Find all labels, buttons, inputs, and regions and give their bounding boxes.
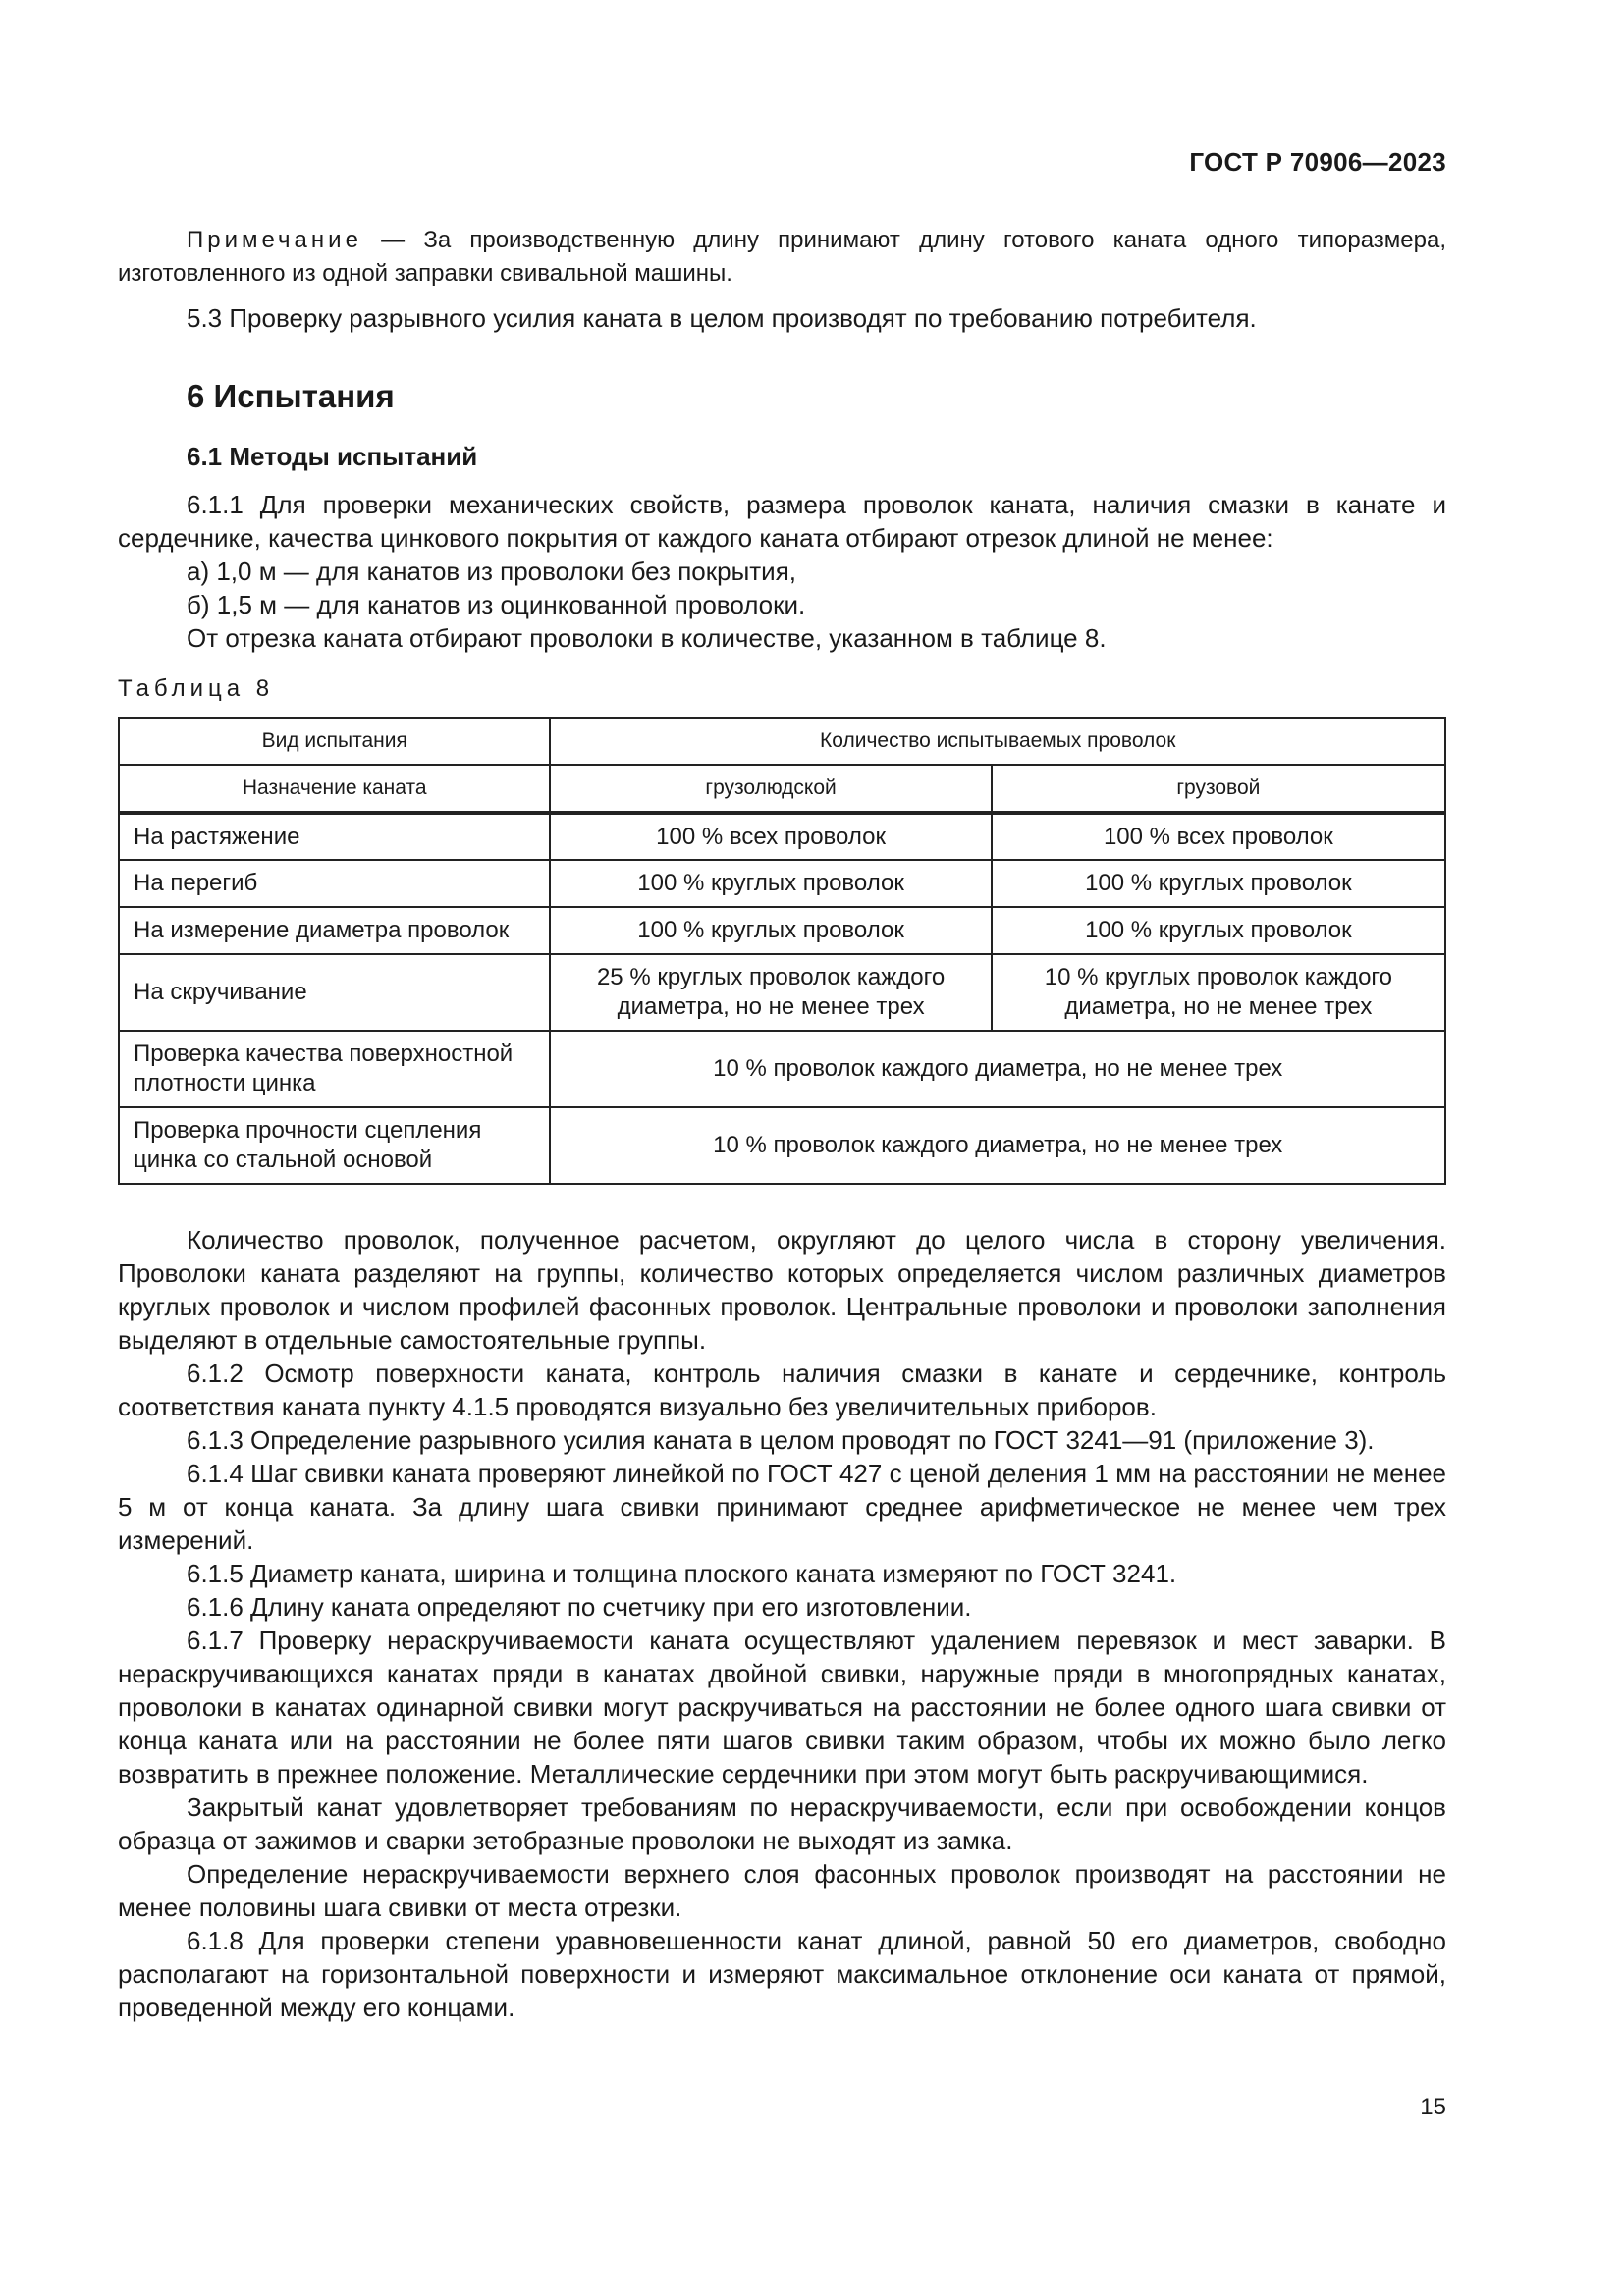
cell-value-merged: 10 % проволок каждого диаметра, но не менее трех [550, 1031, 1445, 1107]
cell-value: 100 % всех проволок [550, 813, 991, 860]
paragraph-6-1-1-outro: От отрезка каната отбирают проволоки в количестве, указанном в таблице 8. [187, 623, 1107, 653]
paragraph-6-1-1 [118, 488, 1446, 655]
table-row [119, 907, 1445, 954]
cell-test: Проверка качества поверхностной плотности цинка [119, 1031, 550, 1107]
table-row [119, 954, 1445, 1031]
table-8 [118, 717, 1446, 1185]
note [118, 224, 1446, 291]
cell-value: 100 % круглых проволок [992, 860, 1445, 907]
table-subheader-row [119, 765, 1445, 813]
cell-test: На скручивание [119, 954, 550, 1031]
header-cargo: грузовой [992, 765, 1445, 813]
paragraph-6-1-5: 6.1.5 Диаметр каната, ширина и толщина плоского каната измеряют по ГОСТ 3241. [187, 1559, 1177, 1588]
paragraph-6-1-8: 6.1.8 Для проверки степени уравновешенности канат длиной, равной 50 его диаметров, свободно располагают на горизонтальной поверхности и измеряют максимальное отклонение оси каната от прямой, проведенной между его концами. [118, 1926, 1446, 2022]
page-number: 15 [1420, 2094, 1446, 2120]
header-rope-purpose: Назначение каната [119, 765, 550, 813]
cell-value: 10 % круглых проволок каждого диаметра, но не менее трех [992, 954, 1445, 1031]
header-test-type: Вид испытания [119, 718, 550, 765]
paragraph-6-1-1-intro: 6.1.1 Для проверки механических свойств, размера проволок каната, наличия смазки в канате и сердечнике, качества цинкового покрытия от каждого каната отбирают отрезок длиной не менее: [118, 490, 1446, 553]
cell-value: 25 % круглых проволок каждого диаметра, но не менее трех [550, 954, 991, 1031]
table-row [119, 1107, 1445, 1184]
paragraph-6-1-3: 6.1.3 Определение разрывного усилия каната в целом проводят по ГОСТ 3241—91 (приложение 3). [187, 1425, 1375, 1455]
cell-value: 100 % всех проволок [992, 813, 1445, 860]
table-header-row [119, 718, 1445, 765]
paragraph-after-table: Количество проволок, полученное расчетом, округляют до целого числа в сторону увеличения. Проволоки каната разделяют на группы, количество которых определяется числом различных диаметров круглых проволок и числом профилей фасонных проволок. Центральные проволоки и проволоки заполнения выделяют в отдельные самостоятельные группы. [118, 1225, 1446, 1355]
cell-value-merged: 10 % проволок каждого диаметра, но не менее трех [550, 1107, 1445, 1184]
cell-value: 100 % круглых проволок [550, 907, 991, 954]
standard-code: ГОСТ Р 70906—2023 [1189, 147, 1446, 177]
subsection-title: 6.1 Методы испытаний [187, 442, 478, 471]
body-text [118, 1223, 1446, 2024]
list-item-a: а) 1,0 м — для канатов из проволоки без покрытия, [187, 557, 796, 586]
table-caption: Таблица 8 [118, 675, 275, 702]
section-title: 6 Испытания [187, 378, 395, 414]
header-wire-count: Количество испытываемых проволок [550, 718, 1445, 765]
note-label: Примечание [187, 227, 362, 253]
paragraph-shaped-wires: Определение нераскручиваемости верхнего слоя фасонных проволок производят на расстоянии не менее половины шага свивки от места отрезки. [118, 1859, 1446, 1922]
paragraph-6-1-2: 6.1.2 Осмотр поверхности каната, контроль наличия смазки в канате и сердечнике, контроль соответствия каната пункту 4.1.5 проводятся визуально без увеличительных приборов. [118, 1359, 1446, 1421]
list-item-b: б) 1,5 м — для канатов из оцинкованной проволоки. [187, 590, 806, 619]
cell-test: На перегиб [119, 860, 550, 907]
cell-value: 100 % круглых проволок [550, 860, 991, 907]
header-cargo-passenger: грузолюдской [550, 765, 991, 813]
cell-test: На измерение диаметра проволок [119, 907, 550, 954]
table-row [119, 1031, 1445, 1107]
paragraph-6-1-6: 6.1.6 Длину каната определяют по счетчику при его изготовлении. [187, 1592, 972, 1622]
cell-test: Проверка прочности сцепления цинка со стальной основой [119, 1107, 550, 1184]
note-text: — За производственную длину принимают длину готового каната одного типоразмера, изготовленного из одной заправки свивальной машины. [118, 227, 1446, 287]
paragraph-5-3: 5.3 Проверку разрывного усилия каната в целом производят по требованию потребителя. [187, 303, 1257, 333]
cell-test: На растяжение [119, 813, 550, 860]
cell-value: 100 % круглых проволок [992, 907, 1445, 954]
paragraph-closed-rope: Закрытый канат удовлетворяет требованиям по нераскручиваемости, если при освобождении концов образца от зажимов и сварки зетобразные проволоки не выходят из замка. [118, 1792, 1446, 1855]
paragraph-6-1-4: 6.1.4 Шаг свивки каната проверяют линейкой по ГОСТ 427 с ценой деления 1 мм на расстоянии не менее 5 м от конца каната. За длину шага свивки принимают среднее арифметическое не менее чем трех измерений. [118, 1459, 1446, 1555]
paragraph-6-1-7: 6.1.7 Проверку нераскручиваемости каната осуществляют удалением перевязок и мест заварки. В нераскручивающихся канатах пряди в канатах двойной свивки, наружные пряди в многопрядных канатах, проволоки в канатах одинарной свивки могут раскручиваться на расстоянии не более одного шага свивки от конца каната или на расстоянии не более пяти шагов свивки таким образом, чтобы их можно было легко возвратить в прежнее положение. Металлические сердечники при этом могут быть раскручивающимися. [118, 1626, 1446, 1789]
table-row [119, 813, 1445, 860]
table-row [119, 860, 1445, 907]
